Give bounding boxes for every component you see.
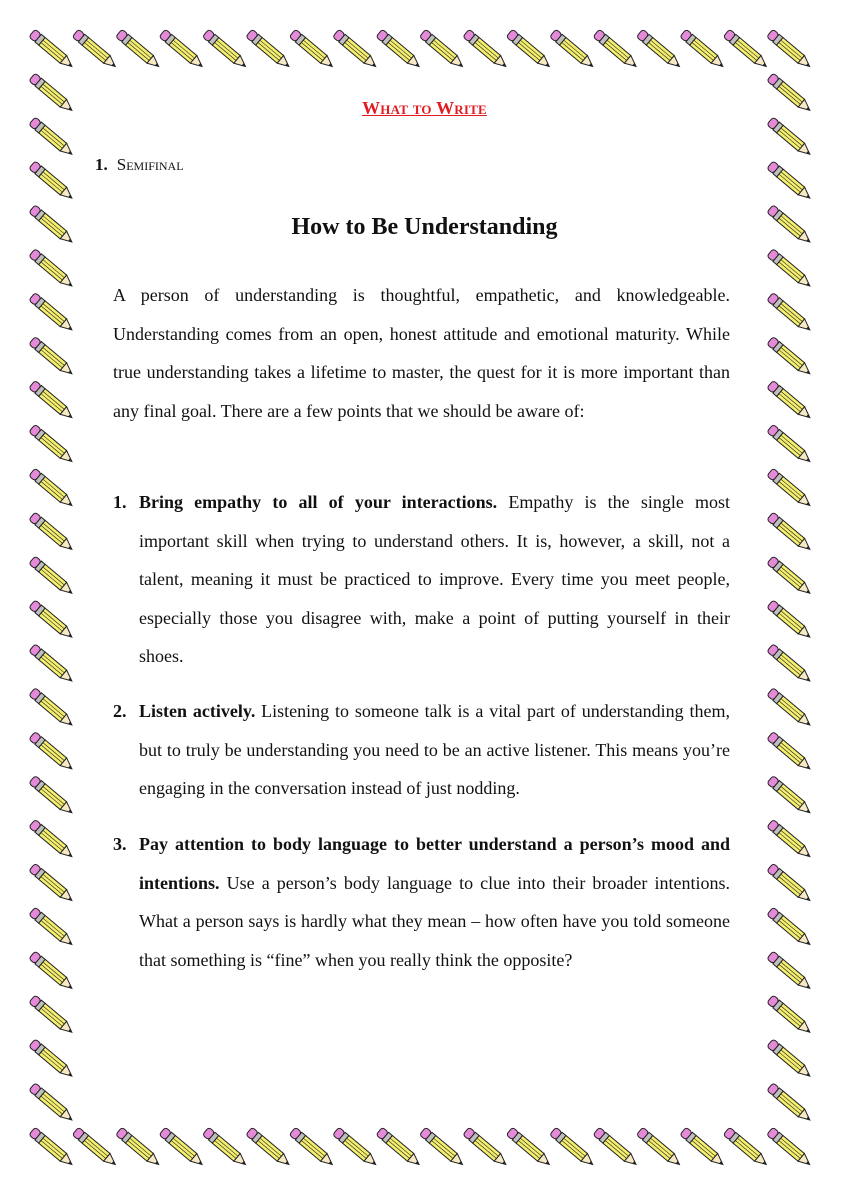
pencil-icon [767,293,813,334]
pencil-icon [767,117,813,158]
pencil-icon [333,1127,379,1168]
pencil-icon [29,819,75,860]
pencil-icon [767,951,813,992]
point-heading: Listen actively. [139,701,256,721]
pencil-icon [680,29,726,70]
point-text: Use a person’s body language to clue into their broader intentions. What a person says is hardly what they mean – how often have you told someone that something is “fine” when you really think the opposite? [139,872,730,970]
pencil-icon [289,29,335,70]
pencil-icon [463,1127,509,1168]
pencil-icon [159,29,205,70]
pencil-icon [29,293,75,334]
pencil-icon [29,863,75,904]
pencil-icon [116,1127,162,1168]
document-title: How to Be Understanding [291,214,558,240]
pencil-icon [333,29,379,70]
pencil-icon [767,863,813,904]
pencil-icon [767,380,813,421]
pencil-icon [202,29,248,70]
pencil-icon [767,512,813,553]
pencil-icon [29,995,75,1036]
pencil-icon [376,29,422,70]
pencil-icon [767,249,813,290]
pencil-icon [767,161,813,202]
pencil-icon [29,161,75,202]
pencil-icon [376,1127,422,1168]
pencil-icon [29,1083,75,1124]
pencil-icon [29,688,75,729]
pencil-icon [680,1127,726,1168]
pencil-icon [29,951,75,992]
pencil-icon [29,644,75,685]
point-number: 2. [113,701,127,721]
pencil-icon [767,644,813,685]
point-item-2 [113,692,730,808]
pencil-icon [202,1127,248,1168]
pencil-icon [767,1039,813,1080]
pencil-icon [593,1127,639,1168]
pencil-icon [767,29,813,70]
pencil-icon [29,380,75,421]
section-number: 1. [95,155,108,174]
pencil-icon [723,29,769,70]
pencil-icon [29,907,75,948]
pencil-icon [72,1127,118,1168]
pencil-icon [767,732,813,773]
pencil-icon [767,336,813,377]
pencil-icon [289,1127,335,1168]
pencil-icon [636,29,682,70]
pencil-icon [29,117,75,158]
pencil-icon [767,556,813,597]
pencil-icon [636,1127,682,1168]
pencil-icon [246,1127,292,1168]
pencil-icon [29,600,75,641]
pencil-icon [767,1127,813,1168]
pencil-icon [767,1083,813,1124]
pencil-icon [593,29,639,70]
pencil-icon [29,424,75,465]
point-number: 3. [113,834,127,854]
point-number: 1. [113,492,127,512]
section-heading [95,155,184,175]
pencil-icon [767,907,813,948]
pencil-icon [246,29,292,70]
pencil-icon [29,1039,75,1080]
pencil-icon [550,29,596,70]
pencil-icon [463,29,509,70]
point-heading: Pay attention to body language to better understand a person’s mood and intentions. [139,834,730,893]
pencil-icon [506,1127,552,1168]
pencil-icon [29,29,75,70]
pencil-icon [419,29,465,70]
pencil-icon [29,1127,75,1168]
pencil-icon [767,424,813,465]
pencil-icon [29,468,75,509]
pencil-icon [29,556,75,597]
pencil-icon [723,1127,769,1168]
header-title: What to Write [362,98,487,118]
section-label: Semifinal [116,155,184,174]
pencil-icon [29,732,75,773]
point-item-1 [113,483,730,676]
intro-paragraph: A person of understanding is thoughtful, empathetic, and knowledgeable. Understanding comes from an open, honest attitude and emotional maturity. While true understanding takes a lifetime to master, the quest for it is more important than any final goal. There are a few points that we should be aware of: [113,285,730,421]
pencil-icon [29,775,75,816]
point-heading: Bring empathy to all of your interactions. [139,492,498,512]
pencil-icon [767,995,813,1036]
point-text: Listening to someone talk is a vital part of understanding them, but to truly be understanding you need to be an active listener. This means you’re engaging in the conversation instead of just nodding. [139,701,731,798]
pencil-icon [767,468,813,509]
pencil-icon [419,1127,465,1168]
pencil-icon [29,336,75,377]
pencil-icon [767,819,813,860]
pencil-icon [29,249,75,290]
pencil-icon [116,29,162,70]
point-text: Empathy is the single most important skill when trying to understand others. It is, however, a skill, not a talent, meaning it must be practiced to improve. Every time you meet people, especially those you disagree with, make a point of putting yourself in their shoes. [139,492,730,666]
pencil-icon [767,688,813,729]
point-item-3 [113,825,730,979]
pencil-icon [159,1127,205,1168]
pencil-icon [72,29,118,70]
pencil-icon [767,600,813,641]
pencil-icon [506,29,552,70]
pencil-icon [767,775,813,816]
pencil-icon [29,512,75,553]
pencil-icon [550,1127,596,1168]
